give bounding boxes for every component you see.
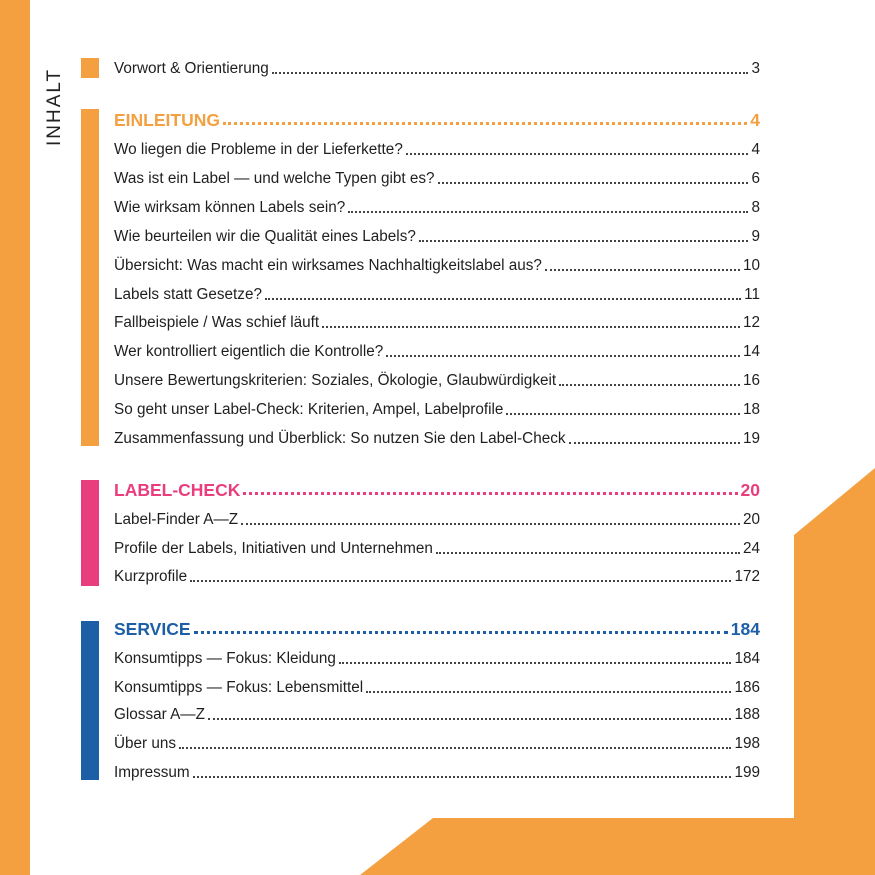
- toc-entry-title: Konsumtipps — Fokus: Lebensmittel: [114, 679, 364, 696]
- toc-entry-title: Wie wirksam können Labels sein?: [114, 199, 346, 216]
- toc-entry-title: Label-Finder A—Z: [114, 511, 239, 528]
- dot-leader: [438, 182, 749, 184]
- section-page: 184: [730, 619, 760, 639]
- vertical-title: INHALT: [44, 67, 65, 146]
- dot-leader: [386, 355, 740, 357]
- toc-entry[interactable]: [114, 704, 760, 726]
- toc-entry[interactable]: [114, 428, 760, 450]
- dot-leader: [272, 72, 749, 74]
- section-heading-labelcheck[interactable]: [114, 479, 760, 501]
- toc-entry[interactable]: [114, 733, 760, 755]
- toc-entry-title: Unsere Bewertungskriterien: Soziales, Ökologie, Glaubwürdigkeit: [114, 372, 557, 389]
- toc-entry[interactable]: [114, 139, 760, 161]
- dot-leader: [559, 384, 740, 386]
- toc-entry-page: 10: [742, 257, 760, 274]
- dot-leader: [193, 776, 732, 778]
- toc-entry-page: 188: [734, 706, 760, 723]
- dot-leader: [208, 718, 732, 720]
- dot-leader: [243, 492, 737, 495]
- toc-entry[interactable]: [114, 370, 760, 392]
- toc-entry-page: 9: [751, 228, 760, 245]
- section-heading-service[interactable]: [114, 618, 760, 640]
- dot-leader: [366, 691, 731, 693]
- toc-entry[interactable]: [114, 399, 760, 421]
- section-title: LABEL-CHECK: [114, 480, 241, 500]
- toc-entry-title: Profile der Labels, Initiativen und Unternehmen: [114, 540, 433, 557]
- toc-entry-page: 19: [742, 430, 760, 447]
- service-bar: [81, 621, 99, 780]
- section-heading-einleitung[interactable]: [114, 109, 760, 131]
- toc-entry[interactable]: [114, 566, 760, 588]
- toc-entry[interactable]: [114, 312, 760, 334]
- toc-entry-page: 16: [742, 372, 760, 389]
- toc-entry-title: Zusammenfassung und Überblick: So nutzen Sie den Label-Check: [114, 430, 566, 447]
- toc-entry-title: So geht unser Label-Check: Kriterien, Ampel, Labelprofile: [114, 401, 504, 418]
- toc-entry-page: 172: [734, 568, 760, 585]
- toc-entry-title: Was ist ein Label — und welche Typen gibt es?: [114, 170, 435, 187]
- section-title: EINLEITUNG: [114, 110, 220, 130]
- toc-entry[interactable]: [114, 226, 760, 248]
- toc-entry[interactable]: [114, 762, 760, 784]
- toc-entry-page: 8: [751, 199, 760, 216]
- section-page: 4: [750, 110, 760, 130]
- toc-entry-page: 24: [742, 540, 760, 557]
- toc-entry-title: Fallbeispiele / Was schief läuft: [114, 314, 320, 331]
- dot-leader: [506, 413, 740, 415]
- toc-entry-title: Wo liegen die Probleme in der Lieferkette?: [114, 141, 403, 158]
- dot-leader: [265, 298, 741, 300]
- toc-entry-title: Vorwort & Orientierung: [114, 60, 269, 77]
- toc-entry[interactable]: [114, 341, 760, 363]
- labelcheck-bar: [81, 480, 99, 586]
- toc-entry-title: Übersicht: Was macht ein wirksames Nachhaltigkeitslabel aus?: [114, 257, 542, 274]
- toc-entry-title: Labels statt Gesetze?: [114, 286, 262, 303]
- vertical-inhalt-label: [40, 62, 70, 202]
- toc-entry-page: 14: [742, 343, 760, 360]
- toc-entry-page: 199: [734, 764, 760, 781]
- toc-entry-title: Glossar A—Z: [114, 706, 205, 723]
- dot-leader: [569, 442, 740, 444]
- toc-entry[interactable]: [114, 648, 760, 670]
- dot-leader: [241, 523, 740, 525]
- dot-leader: [406, 153, 749, 155]
- toc-entry-title: Impressum: [114, 764, 190, 781]
- toc-entry-page: 198: [734, 735, 760, 752]
- einleitung-bar: [81, 109, 99, 446]
- dot-leader: [190, 580, 731, 582]
- toc-entry-page: 4: [751, 141, 760, 158]
- toc-entry-page: 18: [742, 401, 760, 418]
- toc-entry-page: 186: [734, 679, 760, 696]
- toc-entry[interactable]: [114, 284, 760, 306]
- dot-leader: [339, 662, 732, 664]
- section-title: SERVICE: [114, 619, 191, 639]
- toc-entry-page: 11: [744, 286, 760, 303]
- toc-entry[interactable]: [114, 538, 760, 560]
- toc-entry-page: 20: [742, 511, 760, 528]
- toc-entry-title: Kurzprofile: [114, 568, 188, 585]
- dot-leader: [223, 122, 747, 125]
- toc-entry-page: 3: [751, 60, 760, 77]
- toc-entry-title: Wie beurteilen wir die Qualität eines Labels?: [114, 228, 416, 245]
- toc-entry[interactable]: [114, 509, 760, 531]
- toc-entry-title: Wer kontrolliert eigentlich die Kontrolle?: [114, 343, 384, 360]
- toc-entry[interactable]: [114, 197, 760, 219]
- toc-entry-vorwort[interactable]: [114, 58, 760, 80]
- toc-entry-page: 6: [751, 170, 760, 187]
- dot-leader: [348, 211, 748, 213]
- dot-leader: [322, 326, 740, 328]
- toc-entry[interactable]: [114, 168, 760, 190]
- toc-entry-title: Konsumtipps — Fokus: Kleidung: [114, 650, 336, 667]
- toc-entry-title: Über uns: [114, 735, 177, 752]
- toc-entry[interactable]: [114, 255, 760, 277]
- toc-entry-page: 184: [734, 650, 760, 667]
- dot-leader: [419, 240, 749, 242]
- section-page: 20: [740, 480, 760, 500]
- toc-entry-page: 12: [742, 314, 760, 331]
- intro-bar: [81, 58, 99, 78]
- dot-leader: [545, 269, 740, 271]
- dot-leader: [436, 552, 740, 554]
- dot-leader: [179, 747, 731, 749]
- dot-leader: [194, 631, 728, 634]
- toc-entry[interactable]: [114, 677, 760, 699]
